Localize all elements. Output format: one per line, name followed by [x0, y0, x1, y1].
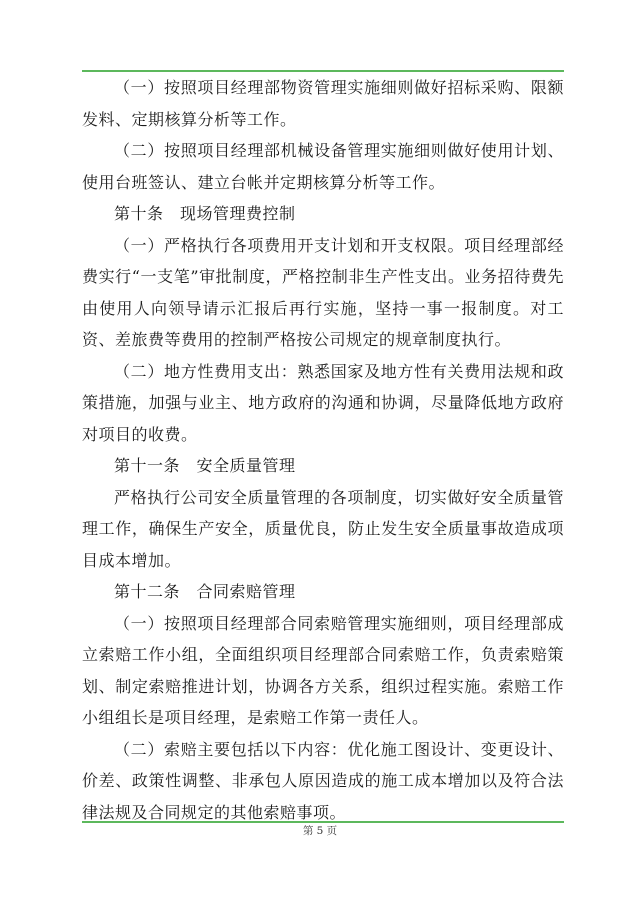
paragraph-claims-team: （一）按照项目经理部合同索赔管理实施细则，项目经理部成立索赔工作小组，全面组织项目经理部合同索赔工作，负责索赔策划、制定索赔推进计划，协调各方关系，组织过程实施。索赔工作小组组长是项目经理，是索赔工作第一责任人。 [82, 613, 564, 727]
paragraph-safety-quality: 严格执行公司安全质量管理的各项制度，切实做好安全质量管理工作，确保生产安全，质量优良，防止发生安全质量事故造成项目成本增加。 [82, 487, 564, 570]
paragraph-expense-limits: （一）严格执行各项费用开支计划和开支权限。项目经理部经费实行“一支笔”审批制度，严格控制非生产性支出。业务招待费先由使用人向领导请示汇报后再行实施，坚持一事一报制度。对工资、差旅费等费用的控制严格按公司规定的规章制度执行。 [82, 235, 564, 349]
article-10-heading: 第十条 现场管理费控制 [114, 204, 296, 223]
page-number: 第 5 页 [302, 825, 338, 837]
article-12-heading: 第十二条 合同索赔管理 [114, 582, 296, 601]
paragraph-claims-content: （二）索赔主要包括以下内容：优化施工图设计、变更设计、价差、政策性调整、非承包人原因造成的施工成本增加以及符合法律法规及合同规定的其他索赔事项。 [82, 739, 564, 822]
document-body [82, 72, 564, 828]
footer-rule [82, 821, 564, 823]
article-11-heading: 第十一条 安全质量管理 [114, 456, 296, 475]
paragraph-equipment: （二）按照项目经理部机械设备管理实施细则做好使用计划、使用台班签认、建立台帐并定期核算分析等工作。 [82, 141, 564, 192]
paragraph-materials: （一）按照项目经理部物资管理实施细则做好招标采购、限额发料、定期核算分析等工作。 [82, 78, 564, 129]
paragraph-local-fees: （二）地方性费用支出：熟悉国家及地方性有关费用法规和政策措施，加强与业主、地方政府的沟通和协调，尽量降低地方政府对项目的收费。 [82, 361, 564, 444]
